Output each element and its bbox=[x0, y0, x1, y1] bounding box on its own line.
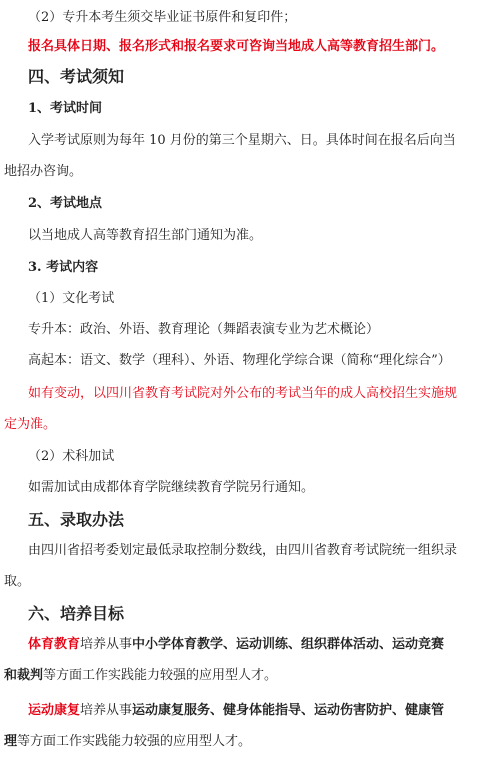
goal-rehab-tail: 等方面工作实践能力较强的应用型人才。 bbox=[17, 734, 252, 749]
paragraph-exam-location: 以当地成人高等教育招生部门通知为准。 bbox=[28, 228, 263, 243]
goal-pe-tail: 等方面工作实践能力较强的应用型人才。 bbox=[43, 668, 278, 683]
change-notice: 如有变动，以四川省教育考试院对外公布的考试当年的成人高校招生实施规 bbox=[28, 386, 458, 401]
paragraph-admission-cont: 取。 bbox=[4, 574, 31, 589]
goal-pe-line2 bbox=[4, 668, 480, 684]
item-cultural-exam: （1）文化考试 bbox=[28, 291, 115, 306]
subheading-exam-location: 2、考试地点 bbox=[28, 196, 103, 211]
goal-rehab-text: 培养从事 bbox=[80, 703, 133, 718]
goal-rehab-line1 bbox=[28, 703, 480, 719]
paragraph-exam-time: 入学考试原则为每年 10 月份的第三个星期六、日。具体时间在报名后向当 bbox=[28, 133, 456, 148]
goal-pe-fields-cont: 和裁判 bbox=[4, 668, 44, 683]
subheading-exam-time: 1、考试时间 bbox=[28, 101, 103, 116]
item-upgrade-subjects: 专升本：政治、外语、教育理论（舞蹈表演专业为艺术概论） bbox=[28, 322, 380, 337]
paragraph-exam-time-cont: 地招办咨询。 bbox=[4, 164, 83, 179]
item-skill-test: （2）术科加试 bbox=[28, 449, 115, 464]
program-name-pe: 体育教育 bbox=[28, 637, 81, 652]
requirement-line-2: （2）专升本考生须交毕业证书原件和复印件； bbox=[28, 10, 297, 25]
skill-test-note: 如需加试由成都体育学院继续教育学院另行通知。 bbox=[28, 480, 315, 495]
goal-rehab-fields-cont: 理 bbox=[4, 734, 18, 749]
program-name-rehab: 运动康复 bbox=[28, 703, 81, 718]
subheading-exam-content: 3. 考试内容 bbox=[28, 260, 99, 275]
goal-rehab-fields: 运动康复服务、健身体能指导、运动伤害防护、健康管 bbox=[132, 703, 445, 718]
section-heading-training-goals: 六、培养目标 bbox=[28, 604, 125, 623]
paragraph-admission: 由四川省招考委划定最低录取控制分数线，由四川省教育考试院统一组织录 bbox=[28, 543, 458, 558]
item-highschool-subjects: 高起本：语文、数学（理科）、外语、物理化学综合课（简称“理化综合”） bbox=[28, 353, 451, 368]
section-heading-admission: 五、录取办法 bbox=[28, 510, 125, 529]
goal-pe-text: 培养从事 bbox=[80, 637, 133, 652]
goal-rehab-line2 bbox=[4, 734, 480, 750]
change-notice-cont: 定为准。 bbox=[4, 417, 57, 432]
registration-note: 报名具体日期、报名形式和报名要求可咨询当地成人高等教育招生部门。 bbox=[28, 39, 445, 54]
goal-pe-fields: 中小学体育教学、运动训练、组织群体活动、运动竞赛 bbox=[132, 637, 445, 652]
goal-pe-line1 bbox=[28, 637, 480, 653]
section-heading-exam-notice: 四、考试须知 bbox=[28, 67, 125, 86]
